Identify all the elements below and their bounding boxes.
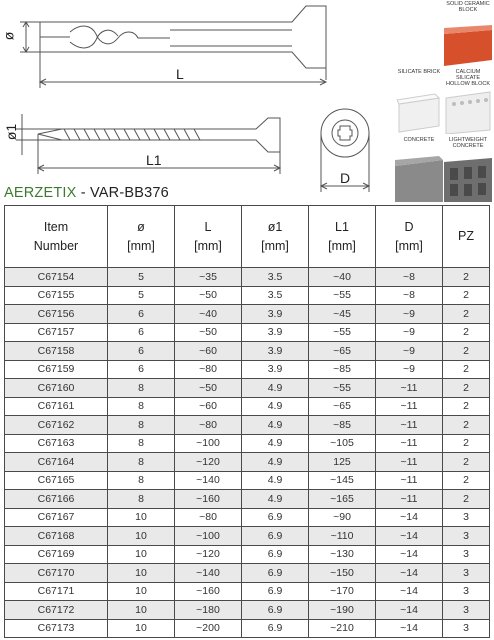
table-cell: ~90 [309, 508, 376, 527]
table-row [5, 416, 490, 435]
table-cell: 2 [443, 471, 490, 490]
table-cell: 6.9 [242, 508, 309, 527]
table-cell: 2 [443, 360, 490, 379]
table-cell: 3 [443, 545, 490, 564]
brand-title [4, 185, 169, 201]
table-cell: 6.9 [242, 582, 309, 601]
table-cell: ~14 [376, 508, 443, 527]
table-cell: C67157 [5, 323, 108, 342]
table-cell: ~11 [376, 397, 443, 416]
table-row [5, 453, 490, 472]
table-cell: 3.9 [242, 323, 309, 342]
table-cell: 3 [443, 508, 490, 527]
header-item-number: Item Number [5, 206, 108, 268]
table-cell: ~9 [376, 360, 443, 379]
table-cell: C67164 [5, 453, 108, 472]
table-row [5, 582, 490, 601]
table-cell: 3.5 [242, 286, 309, 305]
table-cell: ~120 [175, 453, 242, 472]
brand-separator: - [76, 185, 90, 201]
header-l: L [mm] [175, 206, 242, 268]
table-cell: 4.9 [242, 471, 309, 490]
material-label: CONCRETE [403, 137, 435, 143]
table-cell: 3 [443, 582, 490, 601]
table-cell: C67156 [5, 305, 108, 324]
table-cell: 2 [443, 453, 490, 472]
table-cell: 4.9 [242, 416, 309, 435]
table-cell: C67162 [5, 416, 108, 435]
table-cell: C67168 [5, 527, 108, 546]
table-cell: 10 [108, 564, 175, 583]
table-cell: 2 [443, 379, 490, 398]
table-cell: ~130 [309, 545, 376, 564]
table-cell: ~9 [376, 305, 443, 324]
table-cell: ~170 [309, 582, 376, 601]
table-cell: ~140 [175, 564, 242, 583]
table-cell: C67160 [5, 379, 108, 398]
table-row [5, 545, 490, 564]
table-cell: ~9 [376, 323, 443, 342]
table-row [5, 268, 490, 287]
table-cell: C67169 [5, 545, 108, 564]
table-cell: 8 [108, 434, 175, 453]
material-label: LIGHTWEIGHT CONCRETE [448, 137, 488, 149]
table-cell: ~8 [376, 286, 443, 305]
table-cell: C67154 [5, 268, 108, 287]
table-cell: ~100 [175, 527, 242, 546]
table-cell: ~160 [175, 582, 242, 601]
table-cell: ~150 [309, 564, 376, 583]
table-row [5, 601, 490, 620]
table-cell: C67163 [5, 434, 108, 453]
material-lightweight-concrete [444, 136, 492, 202]
table-cell: ~14 [376, 619, 443, 638]
table-cell: ~140 [175, 471, 242, 490]
table-cell: 6 [108, 360, 175, 379]
header-phi1: ø1 [mm] [242, 206, 309, 268]
table-cell: ~11 [376, 416, 443, 435]
header-d: D [mm] [376, 206, 443, 268]
table-cell: 2 [443, 490, 490, 509]
material-calcium-silicate [444, 68, 492, 134]
table-cell: 6 [108, 342, 175, 361]
table-cell: ~100 [175, 434, 242, 453]
material-solid-ceramic [444, 0, 492, 66]
table-row [5, 619, 490, 638]
table-cell: C67173 [5, 619, 108, 638]
table-cell: 8 [108, 490, 175, 509]
table-cell: ~60 [175, 342, 242, 361]
header-pz: PZ [443, 206, 490, 268]
table-cell: 10 [108, 619, 175, 638]
table-cell: ~14 [376, 564, 443, 583]
dim-phi1-label: ø1 [3, 123, 20, 141]
table-row [5, 286, 490, 305]
table-cell: 6.9 [242, 564, 309, 583]
table-cell: 3.9 [242, 360, 309, 379]
table-row [5, 564, 490, 583]
table-cell: ~190 [309, 601, 376, 620]
table-cell: 5 [108, 268, 175, 287]
table-row [5, 323, 490, 342]
table-cell: ~85 [309, 360, 376, 379]
material-panel [395, 0, 494, 204]
table-cell: C67166 [5, 490, 108, 509]
table-cell: ~35 [175, 268, 242, 287]
table-row [5, 379, 490, 398]
table-cell: 2 [443, 416, 490, 435]
table-cell: 6 [108, 305, 175, 324]
table-cell: ~11 [376, 453, 443, 472]
table-cell: 4.9 [242, 434, 309, 453]
plug-drawing [20, 6, 326, 88]
table-cell: 10 [108, 601, 175, 620]
table-cell: C67172 [5, 601, 108, 620]
table-header-row [5, 206, 490, 268]
table-cell: ~210 [309, 619, 376, 638]
table-cell: 6.9 [242, 527, 309, 546]
table-cell: ~165 [309, 490, 376, 509]
table-cell: ~120 [175, 545, 242, 564]
material-label: CALCIUM SILICATE HOLLOW BLOCK [445, 69, 490, 87]
table-cell: ~11 [376, 471, 443, 490]
product-code: VAR-BB376 [90, 185, 169, 201]
table-cell: 2 [443, 305, 490, 324]
table-cell: ~145 [309, 471, 376, 490]
table-cell: 2 [443, 434, 490, 453]
table-cell: ~50 [175, 323, 242, 342]
table-cell: 125 [309, 453, 376, 472]
table-cell: 2 [443, 286, 490, 305]
table-cell: C67155 [5, 286, 108, 305]
table-cell: 4.9 [242, 379, 309, 398]
material-concrete [395, 136, 443, 202]
dim-l-label: L [176, 66, 184, 82]
table-row [5, 508, 490, 527]
table-cell: C67159 [5, 360, 108, 379]
table-cell: ~11 [376, 434, 443, 453]
table-cell: ~80 [175, 508, 242, 527]
table-cell: 10 [108, 527, 175, 546]
table-cell: 8 [108, 416, 175, 435]
table-body [5, 268, 490, 638]
table-row [5, 397, 490, 416]
material-silicate-brick [395, 68, 443, 134]
table-cell: 10 [108, 508, 175, 527]
table-cell: ~160 [175, 490, 242, 509]
table-cell: 3 [443, 601, 490, 620]
table-cell: 6.9 [242, 601, 309, 620]
table-cell: 8 [108, 453, 175, 472]
table-cell: ~45 [309, 305, 376, 324]
table-cell: 3.5 [242, 268, 309, 287]
table-cell: ~80 [175, 416, 242, 435]
table-cell: 6 [108, 323, 175, 342]
table-cell: ~105 [309, 434, 376, 453]
table-cell: ~80 [175, 360, 242, 379]
table-cell: 4.9 [242, 397, 309, 416]
table-cell: 2 [443, 268, 490, 287]
table-cell: ~55 [309, 379, 376, 398]
table-cell: ~180 [175, 601, 242, 620]
table-cell: 2 [443, 342, 490, 361]
silicate-brick-image [395, 68, 443, 134]
table-cell: ~110 [309, 527, 376, 546]
table-cell: 3.9 [242, 305, 309, 324]
table-cell: 6.9 [242, 619, 309, 638]
table-cell: 8 [108, 379, 175, 398]
header-l1: L1 [mm] [309, 206, 376, 268]
table-cell: ~11 [376, 490, 443, 509]
table-cell: ~14 [376, 527, 443, 546]
table-cell: ~11 [376, 379, 443, 398]
table-cell: ~9 [376, 342, 443, 361]
table-cell: 4.9 [242, 453, 309, 472]
table-cell: 5 [108, 286, 175, 305]
table-cell: 6.9 [242, 545, 309, 564]
table-cell: ~14 [376, 601, 443, 620]
concrete-image [395, 136, 443, 202]
table-cell: 10 [108, 582, 175, 601]
table-cell: ~14 [376, 545, 443, 564]
table-cell: 8 [108, 397, 175, 416]
material-label: SOLID CERAMIC BLOCK [446, 1, 490, 13]
table-cell: ~55 [309, 323, 376, 342]
table-cell: ~40 [309, 268, 376, 287]
header-phi: ø [mm] [108, 206, 175, 268]
table-row [5, 305, 490, 324]
table-cell: 10 [108, 545, 175, 564]
table-cell: 3 [443, 527, 490, 546]
table-cell: C67170 [5, 564, 108, 583]
table-cell: ~60 [175, 397, 242, 416]
table-cell: 3 [443, 619, 490, 638]
table-row [5, 360, 490, 379]
table-cell: 3 [443, 564, 490, 583]
table-row [5, 490, 490, 509]
table-cell: 2 [443, 397, 490, 416]
brand-name: AERZETIX [4, 185, 77, 201]
dim-d-label: D [340, 170, 351, 186]
table-cell: ~65 [309, 397, 376, 416]
table-cell: 2 [443, 323, 490, 342]
table-cell: 4.9 [242, 490, 309, 509]
material-label: SILICATE BRICK [397, 69, 441, 75]
table-cell: ~200 [175, 619, 242, 638]
table-cell: C67158 [5, 342, 108, 361]
dim-l1-label: L1 [146, 152, 162, 168]
table-cell: ~14 [376, 582, 443, 601]
table-cell: C67161 [5, 397, 108, 416]
table-cell: 3.9 [242, 342, 309, 361]
table-row [5, 434, 490, 453]
table-cell: ~8 [376, 268, 443, 287]
table-row [5, 342, 490, 361]
table-cell: C67167 [5, 508, 108, 527]
table-cell: C67171 [5, 582, 108, 601]
table-cell: ~50 [175, 286, 242, 305]
table-cell: 8 [108, 471, 175, 490]
table-cell: ~65 [309, 342, 376, 361]
table-cell: ~40 [175, 305, 242, 324]
table-row [5, 471, 490, 490]
table-cell: ~55 [309, 286, 376, 305]
table-cell: ~50 [175, 379, 242, 398]
table-row [5, 527, 490, 546]
spec-table [4, 205, 490, 638]
dim-phi-label: ø [0, 31, 17, 41]
table-cell: C67165 [5, 471, 108, 490]
table-cell: ~85 [309, 416, 376, 435]
